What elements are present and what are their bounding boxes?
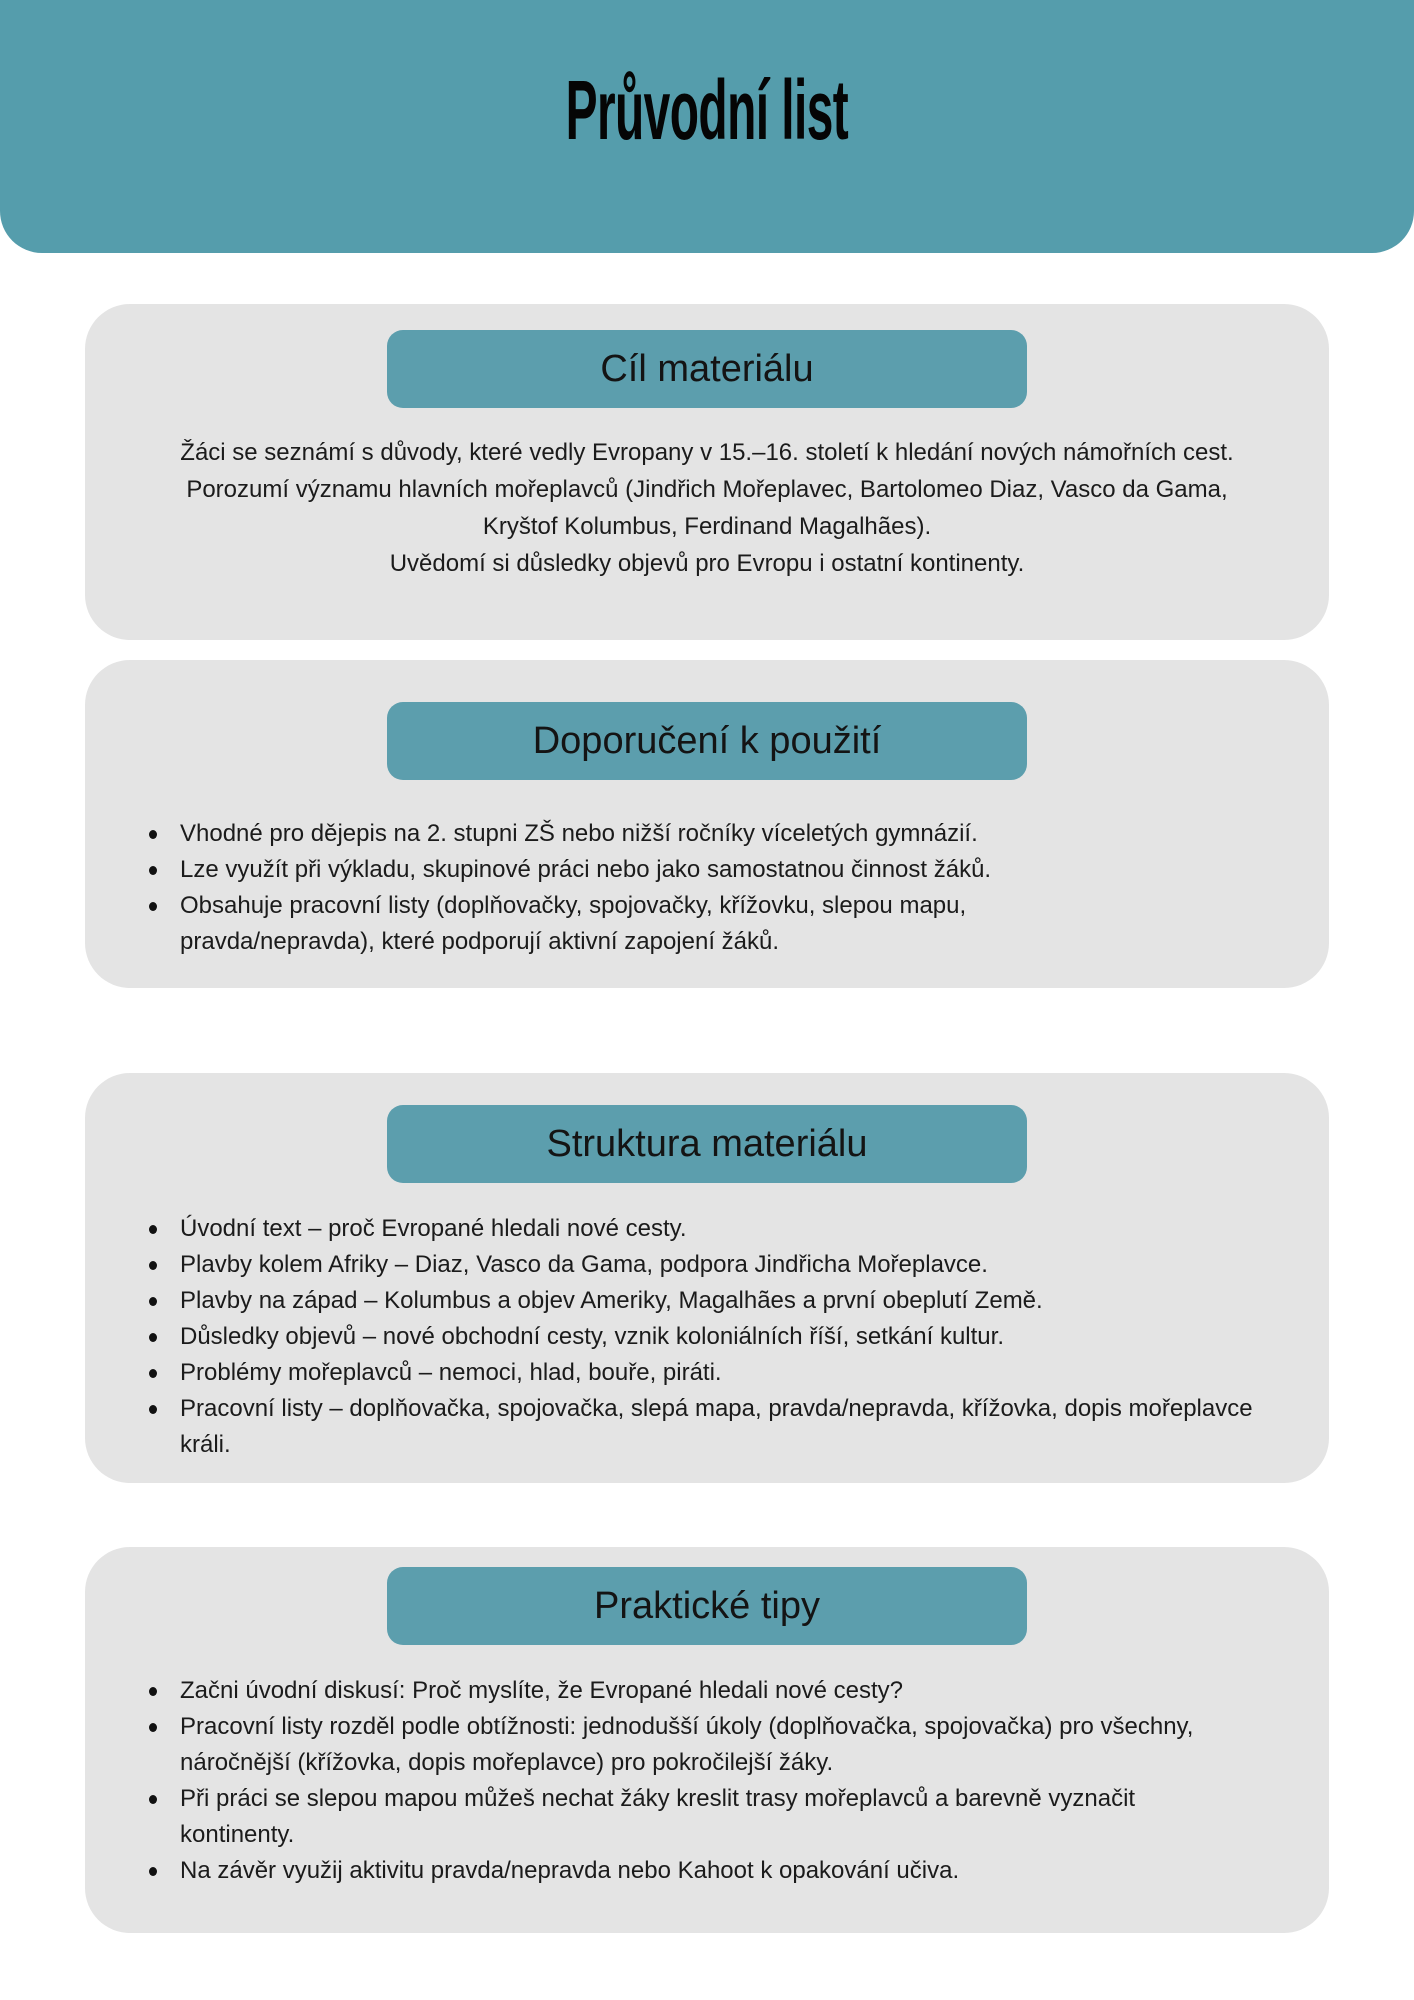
section-card-cil-materialu [85, 304, 1329, 640]
paragraph: Uvědomí si důsledky objevů pro Evropu i ostatní kontinenty. [389, 550, 1025, 577]
list-item: Vhodné pro dějepis na 2. stupni ZŠ nebo nižší ročníky víceletých gymnázií. [180, 816, 1060, 852]
list-item: Pracovní listy – doplňovačka, spojovačka, slepá mapa, pravda/nepravda, křížovka, dopis mořeplavce králi. [180, 1391, 1275, 1463]
page-title [0, 63, 1414, 157]
paragraph: Žáci se seznámí s důvody, které vedly Evropany v 15.–16. století k hledání nových námořních cest. [180, 439, 1234, 466]
section-heading-pill [387, 702, 1027, 780]
section-heading: Cíl materiálu [600, 347, 814, 390]
section-heading: Doporučení k použití [532, 719, 882, 762]
bullet-list [85, 1211, 1275, 1463]
paragraph: Porozumí významu hlavních mořeplavců (Jindřich Mořeplavec, Bartolomeo Diaz, Vasco da Gama, Kryštof Kolumbus, Ferdinand Magalhães). [186, 476, 1228, 540]
section-heading-pill [387, 1567, 1027, 1645]
list-item: Úvodní text – proč Evropané hledali nové cesty. [180, 1211, 1275, 1247]
section-heading: Struktura materiálu [546, 1122, 868, 1165]
section-card-doporuceni-k-pouziti [85, 660, 1329, 988]
section-card-prakticke-tipy [85, 1547, 1329, 1933]
list-item: Obsahuje pracovní listy (doplňovačky, spojovačky, křížovku, slepou mapu, pravda/nepravda), které podporují aktivní zapojení žáků. [180, 888, 1060, 960]
list-item: Pracovní listy rozděl podle obtížnosti: jednodušší úkoly (doplňovačka, spojovačka) pro všechny, náročnější (křížovka, dopis mořeplavce) pro pokročilejší žáky. [180, 1709, 1220, 1781]
list-item: Začni úvodní diskusí: Proč myslíte, že Evropané hledali nové cesty? [180, 1673, 1220, 1709]
bullet-list [85, 1673, 1220, 1889]
list-item: Problémy mořeplavců – nemoci, hlad, bouře, piráti. [180, 1355, 1275, 1391]
list-item: Lze využít při výkladu, skupinové práci nebo jako samostatnou činnost žáků. [180, 852, 1060, 888]
section-heading: Praktické tipy [594, 1584, 820, 1627]
header-band [0, 0, 1414, 253]
section-card-struktura-materialu [85, 1073, 1329, 1483]
list-item: Plavby kolem Afriky – Diaz, Vasco da Gama, podpora Jindřicha Mořeplavce. [180, 1247, 1275, 1283]
section-heading-pill [387, 330, 1027, 408]
section-body [165, 434, 1250, 582]
list-item: Důsledky objevů – nové obchodní cesty, vznik koloniálních říší, setkání kultur. [180, 1319, 1275, 1355]
section-heading-pill [387, 1105, 1027, 1183]
list-item: Na závěr využij aktivitu pravda/nepravda nebo Kahoot k opakování učiva. [180, 1853, 1220, 1889]
bullet-list [85, 816, 1060, 960]
list-item: Plavby na západ – Kolumbus a objev Ameriky, Magalhães a první obeplutí Země. [180, 1283, 1275, 1319]
page-title-text: Průvodní list [565, 63, 849, 157]
list-item: Při práci se slepou mapou můžeš nechat žáky kreslit trasy mořeplavců a barevně vyznačit kontinenty. [180, 1781, 1220, 1853]
